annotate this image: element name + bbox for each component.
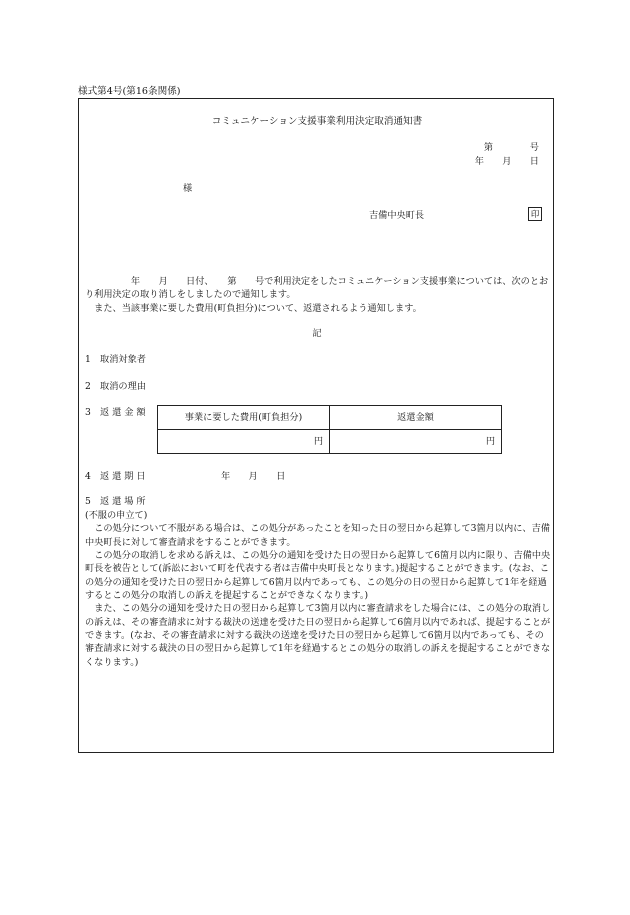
cost-amount-cell: 円 [158,430,330,454]
item-cancel-reason: 2 取消の理由 [85,381,146,392]
table-header-return: 返還金額 [330,406,502,430]
item-return-date: 4 返 還 期 日 [85,471,146,482]
issuer-name: 吉備中央町長 [369,210,425,221]
seal-mark: 印 [528,207,542,221]
appeal-paragraph: この処分について不服がある場合は、この処分があったことを知った日の翌日から起算して3箇月以内に、吉備中央町長に対して審査請求をすることができます。 [85,523,550,548]
return-date-value: 年 月 日 [221,471,286,482]
notice-frame [78,98,554,753]
appeal-paragraph: また、この処分の通知を受けた日の翌日から起算して3箇月以内に審査請求をした場合には、この処分の取消しの訴えは、その審査請求に対する裁決の送達を受けた日の翌日から起算して6箇月以内であれば、提起することができます。(なお、その審査請求に対する裁決の送達を受けた日の翌日から起算して6箇月以内であっても、その審査請求に対する裁決の日の翌日から起算して1年を経過するとこの処分の取消しの訴えを提起することができなくなります。) [85,603,551,668]
document-date: 年 月 日 [474,156,539,168]
return-amount-cell: 円 [330,430,502,454]
table-header-cost: 事業に要した費用(町負担分) [158,406,330,430]
appeal-notice [85,509,551,669]
appeal-paragraph: この処分の取消しを求める訴えは、この処分の通知を受けた日の翌日から起算して6箇月以内に限り、吉備中央町長を被告として(訴訟において町を代表する者は吉備中央町長となります。)提起することができます。(なお、この処分の通知を受けた日の翌日から起算して6箇月以内であっても、この処分の日の翌日から起算して1年を経過するとこの処分の取消しの訴えを提起することができなくなります。) [85,550,551,602]
table-row [158,430,502,454]
document-number-block [475,141,539,170]
amount-table [157,405,502,454]
form-number: 様式第4号(第16条関係) [78,86,181,97]
ki-heading: 記 [312,328,322,339]
document-title: コミュニケーション支援事業利用決定取消通知書 [211,116,423,127]
item-cancel-target: 1 取消対象者 [85,354,146,365]
notice-body [85,275,549,315]
addressee: 様 [183,183,193,194]
body-paragraph: 年 月 日付、 第 号で利用決定をしたコミュニケーション支援事業については、次のとおり利用決定の取り消しをしましたので通知します。 [85,276,549,301]
table-header-row [158,406,502,430]
item-return-amount: 3 返 還 金 額 [85,407,146,418]
document-number: 第 号 [483,142,539,153]
appeal-heading: (不服の申立て) [85,510,148,521]
item-return-place: 5 返 還 場 所 [85,496,146,507]
body-paragraph: また、当該事業に要した費用(町負担分)について、返還されるよう通知します。 [85,302,422,314]
